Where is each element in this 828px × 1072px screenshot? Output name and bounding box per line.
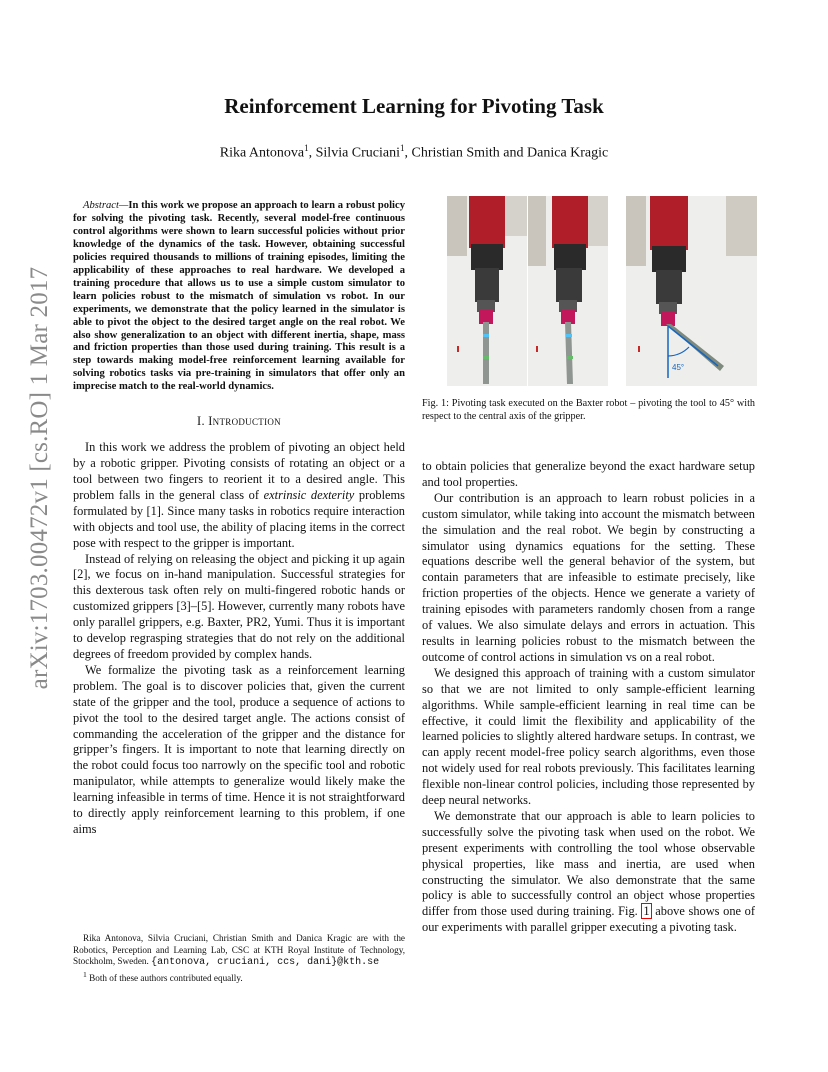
paragraph-text: above shows one of our experiments with parallel gripper executing a pivoting task.: [422, 904, 756, 935]
intro-paragraph-2: Instead of relying on releasing the object and picking it up again [2], we focus on in-hand manipulation. Successful strategies for this dexterous task often rely on multi-fingered robotic hands or customized grippers [3]–[5]. However, currently many robots have only parallel grippers, e.g. Baxter, PR2, Yumi. Thus it is important to develop regrasping strategies that do not rely on the additional degrees of freedom provided by complex hands.: [73, 551, 405, 661]
angle-label: 45°: [672, 363, 685, 372]
intro-paragraph-continued: to obtain policies that generalize beyond the exact hardware setup and tool properties.: [422, 459, 755, 489]
left-column: [73, 200, 405, 838]
intro-paragraph-4: Our contribution is an approach to learn robust policies in a custom simulator, while taking into account the mismatch between the simulation and the real robot. We begin by constructing a simulator using dynamics equations for the setting. These equations describe well the general behavior of the system, but contain parameters that are infeasible to estimate precisely, like friction properties of the objects. Hence we generate a variety of training episodes with parameters randomly chosen from a range of values. We also simulate delays and errors in actuation. This results in learning policies robust to the mismatch between the outcome of control actions in simulation vs on a real robot.: [422, 490, 755, 664]
emphasis-text: extrinsic dexterity: [263, 487, 355, 502]
section-heading: [73, 414, 405, 430]
author-emails: {antonova, cruciani, ccs, dani}@kth.se: [151, 957, 380, 969]
section-title: Introduction: [208, 414, 281, 429]
figure-caption: [422, 397, 755, 423]
figure-reference-link[interactable]: 1: [643, 904, 650, 919]
robot-photo-3: [626, 196, 757, 386]
paper-title: Reinforcement Learning for Pivoting Task: [224, 94, 604, 118]
footnote-text: Both of these authors contributed equally.: [89, 973, 243, 984]
robot-photo-1: [447, 196, 527, 386]
paragraph-text: problems formulated by [1]. Since many tasks in robotics require interaction with objects and tool use, the ability of placing items in the correct pose with respect to the gripper is important.: [73, 487, 406, 550]
paragraph-text: We demonstrate that our approach is able to learn policies to successfully solve the pivoting task when used on the robot. We present experiments with controlling the tool whose observable physical properties, like mass and inertia, are used when constructing the simulator. We also demonstrate that the same policy is able to successfully control an object whose properties differ from those used during training. Fig.: [422, 808, 755, 919]
abstract: [73, 200, 405, 394]
footnotes: [73, 933, 405, 985]
caption-text: Pivoting task executed on the Baxter robot – pivoting the tool to 45° with respect to the central axis of the gripper.: [422, 398, 755, 423]
author-name: Christian Smith and Danica Kragic: [411, 145, 609, 161]
footnote-mark: 1: [83, 970, 87, 980]
author-list: Rika Antonova$^1$, Silvia Cruciani$^1$, Christian Smith and Danica Kragic: [219, 143, 609, 161]
intro-paragraph-5: We designed this approach of training with a custom simulator so that we are not limited to only sample-efficient learning algorithms. While sample-efficient learning in real time can be effective, it could limit the flexibility and applicability of the learned policies to slightly altered hardware setups. In contrast, we can apply recent model-free policy search algorithms, even those not widely used for real robots previously. This facilitates learning flexible non-linear control policies, including those represented by deep neural networks.: [422, 665, 755, 808]
affiliation-footnote: [73, 933, 405, 969]
robot-photo-2: [528, 196, 608, 386]
affiliation-text: Rika Antonova, Silvia Cruciani, Christian Smith and Danica Kragic are with the Robotics, Perception and Learning Lab, CSC at KTH Royal Institute of Technology, Stockholm, Sweden.: [73, 933, 405, 967]
equal-contribution-footnote: [73, 969, 405, 985]
figure-1: [447, 196, 757, 386]
caption-label: Fig. 1:: [422, 398, 449, 409]
author-name: Rika Antonova: [219, 145, 305, 161]
author-name: Silvia Cruciani: [315, 145, 401, 161]
abstract-text: In this work we propose an approach to learn a robust policy for solving the pivoting task. Recently, several model-free continuous control algorithms were shown to learn successful policies without prior knowledge of the dynamics of the task. However, obtaining successful policies required thousands to millions of training episodes, limiting the applicability of these approaches to real hardware. We developed a training procedure that allows us to use a simple custom simulator to learn policies robust to the mismatch of simulation vs robot. In our experiments, we demonstrate that the policy learned in the simulator is able to pivot the object to the desired target angle on the real robot. We also show generalization to an object with different inertia, shape, mass and friction properties than those used during training. This result is a step towards making model-free reinforcement learning available for solving robotics tasks via pre-training in simulators that offer only an imprecise match to the real-world dynamics.: [73, 200, 405, 393]
abstract-lead: Abstract—: [83, 200, 129, 211]
right-column: [422, 459, 755, 936]
author-mark: 1: [304, 143, 309, 153]
author-mark: 1: [400, 143, 405, 153]
section-number: I.: [197, 414, 205, 429]
arxiv-identifier: arXiv:1703.00472v1 [cs.RO] 1 Mar 2017: [26, 266, 53, 690]
intro-paragraph-6: [422, 809, 755, 936]
intro-paragraph-1: [73, 440, 405, 551]
intro-paragraph-3: We formalize the pivoting task as a reinforcement learning problem. The goal is to discover policies that, given the current state of the gripper and the tool, produce a sequence of actions to pivot the tool to the desired target angle. The actions consist of commanding the acceleration of the gripper and the distance for gripper’s fingers. It is important to note that learning directly on the robot could focus too narrowly on the specific tool and robotic manipulator, while attempts to generalize would likely make the learning infeasible in terms of time. Hence it is not straightforward to directly apply reinforcement learning to this problem, if one aims: [73, 662, 405, 836]
paragraph-text: In this work we address the problem of pivoting an object held by a robotic gripper. Pivoting consists of rotating an object or a tool between two fingers to reorient it to a desired angle. This problem falls in the general class of: [73, 440, 405, 502]
